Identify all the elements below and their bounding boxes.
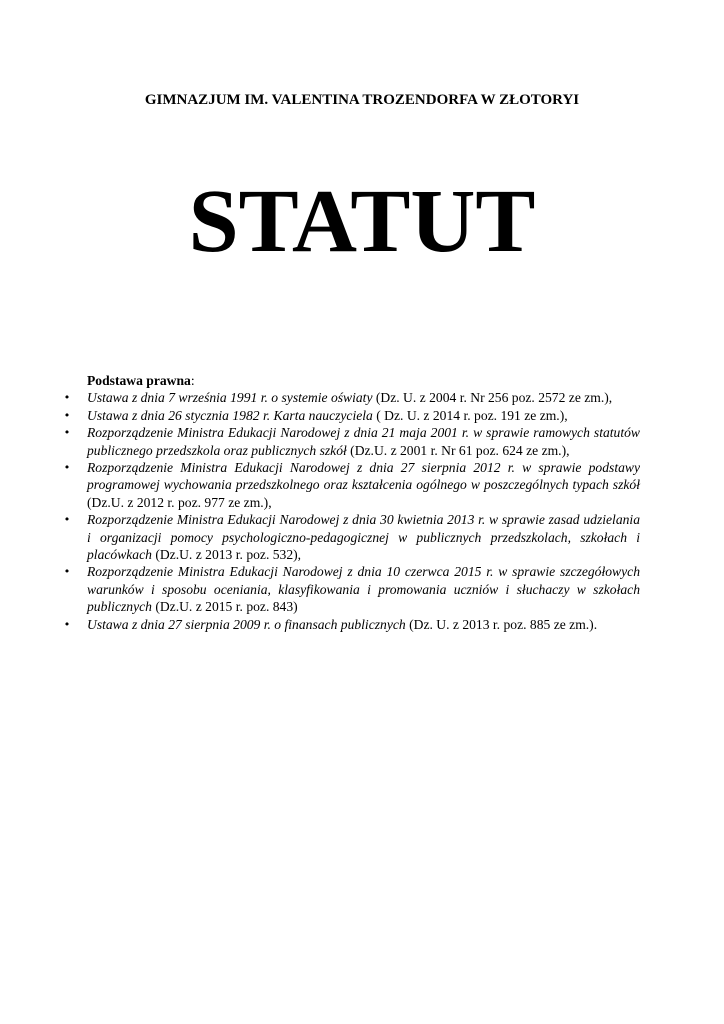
legal-basis-section [62,372,640,633]
document-title: STATUT [188,172,536,271]
legal-act-title: Rozporządzenie Ministra Edukacji Narodowej z dnia 27 sierpnia 2012 r. w sprawie podstawy programowej wychowania przedszkolnego oraz kształcenia ogólnego w poszczególnych typach szkół [87,460,640,493]
legal-act-citation: (Dz. U. z 2013 r. poz. 885 ze zm.). [405,616,598,632]
bullet-icon: • [63,426,71,440]
legal-act-citation: (Dz.U. z 2013 r. poz. 532), [151,547,302,563]
bullet-icon: • [63,513,71,527]
legal-act-citation: ( Dz. U. z 2014 r. poz. 191 ze zm.), [372,407,568,423]
legal-basis-item [62,563,640,615]
legal-basis-item [62,616,640,633]
legal-basis-item [62,389,640,406]
legal-act-citation: (Dz. U. z 2004 r. Nr 256 poz. 2572 ze zm.), [372,390,613,406]
legal-basis-heading-label: Podstawa prawna [87,373,191,388]
legal-basis-item [62,407,640,424]
legal-act-title: Rozporządzenie Ministra Edukacji Narodowej z dnia 10 czerwca 2015 r. w sprawie szczegółowych warunków i sposobu oceniania, klasyfikowania i promowania uczniów i słuchaczy w szkołach publicznych [87,564,640,615]
legal-act-title: Ustawa z dnia 26 stycznia 1982 r. Karta nauczyciela [87,407,373,423]
legal-basis-item [62,511,640,563]
legal-act-citation: (Dz.U. z 2001 r. Nr 61 poz. 624 ze zm.), [346,442,570,458]
legal-act-title: Ustawa z dnia 27 sierpnia 2009 r. o finansach publicznych [87,616,406,632]
legal-basis-list [62,389,640,633]
bullet-icon: • [63,408,71,422]
legal-basis-heading-colon: : [190,373,195,388]
legal-basis-item [62,424,640,459]
legal-act-title: Rozporządzenie Ministra Edukacji Narodowej z dnia 21 maja 2001 r. w sprawie ramowych statutów publicznego przedszkola oraz publicznych szkół [87,425,640,458]
bullet-icon: • [63,565,71,579]
bullet-icon: • [63,391,71,405]
legal-basis-heading [87,372,640,389]
legal-act-citation: (Dz.U. z 2012 r. poz. 977 ze zm.), [87,494,272,510]
bullet-icon: • [63,617,71,631]
legal-basis-item [62,459,640,511]
bullet-icon: • [63,461,71,475]
legal-act-title: Ustawa z dnia 7 września 1991 r. o systemie oświaty [87,390,373,406]
school-name-header: GIMNAZJUM IM. VALENTINA TROZENDORFA W ZŁOTORYI [144,92,580,108]
legal-act-title: Rozporządzenie Ministra Edukacji Narodowej z dnia 30 kwietnia 2013 r. w sprawie zasad udzielania i organizacji pomocy psychologiczno-pedagogicznej w publicznych przedszkolach, szkołach i placówkach [87,512,640,563]
legal-act-citation: (Dz.U. z 2015 r. poz. 843) [151,599,298,615]
